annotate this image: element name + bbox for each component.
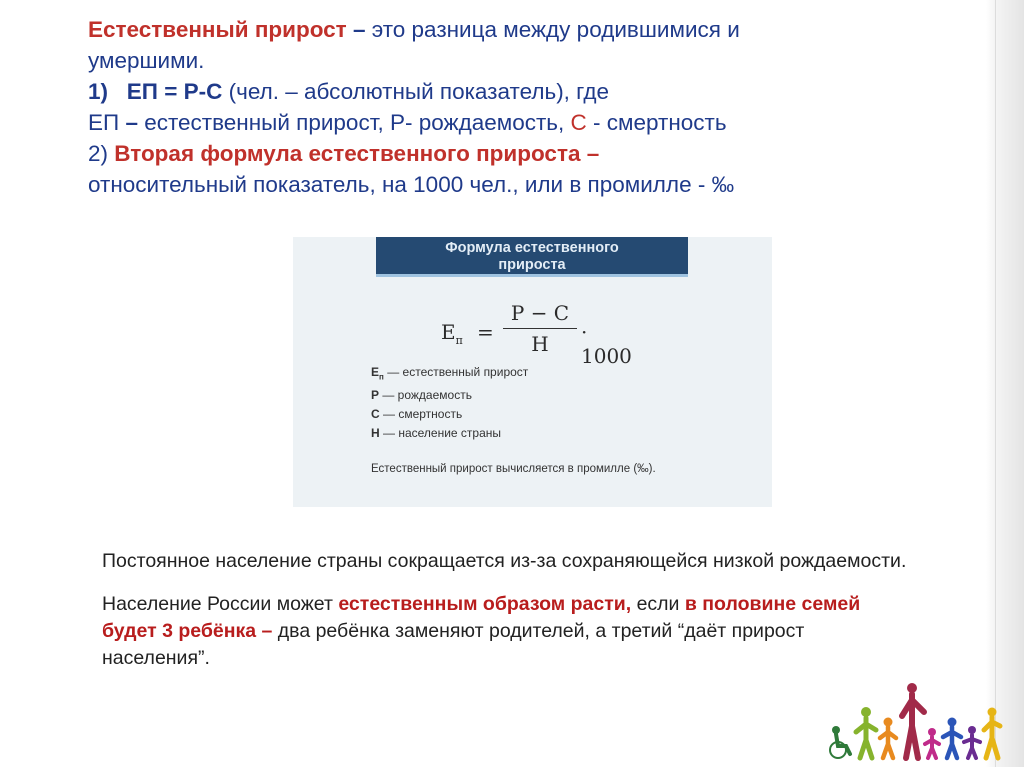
- legend-key: Р: [371, 388, 380, 403]
- paragraph-text: два ребёнка заменяют родителей, а третий “даёт прирост населения”.: [102, 620, 805, 669]
- legend-key-sub: п: [379, 372, 384, 382]
- formula-lhs-sub: п: [455, 334, 463, 347]
- highlight-natural-growth: естественным образом расти,: [338, 593, 632, 615]
- wheelchair-person-icon: [830, 726, 850, 758]
- dash: –: [119, 110, 138, 135]
- second-formula-title: Вторая формула естественного прироста –: [114, 141, 600, 166]
- legend-text: — рождаемость: [379, 388, 472, 403]
- legend-row: [371, 363, 528, 386]
- fraction-bar: [503, 328, 577, 329]
- permille-note: Естественный прирост вычисляется в промилле (‰).: [371, 463, 656, 475]
- card-title-line-1: Формула естественного: [445, 240, 619, 256]
- person-purple-icon: [964, 726, 980, 758]
- definition-line-2: [88, 45, 948, 76]
- legend-row: [371, 424, 528, 443]
- formula-line-2: [88, 138, 948, 169]
- growth-condition-paragraph: [102, 591, 912, 672]
- legend-text: — население страны: [379, 426, 502, 441]
- definition-text-part: умершими.: [88, 48, 205, 73]
- person-orange-icon: [880, 718, 896, 759]
- term-natural-growth: Естественный прирост: [88, 17, 347, 42]
- family-illustration: [822, 682, 1004, 762]
- population-decline-paragraph: Постоянное население страны сокращается из-за сохраняющейся низкой рождаемости.: [102, 550, 907, 572]
- person-blue-icon: [943, 718, 961, 759]
- relative-indicator-text: относительный показатель, на 1000 чел., или в промилле - ‰: [88, 172, 735, 197]
- person-maroon-icon: [902, 683, 924, 758]
- formula-image: [293, 237, 772, 507]
- formula-line-1: [88, 76, 948, 107]
- paragraph-text: если: [631, 593, 685, 615]
- formula-card-header: [376, 237, 688, 277]
- definition-line-1: [88, 14, 948, 45]
- formula-description: (чел. – абсолютный показатель), где: [222, 79, 610, 104]
- legend-row: [371, 405, 528, 424]
- list-number: 1): [88, 79, 115, 104]
- formula-equals: =: [477, 320, 494, 344]
- formula-numerator: Р − С: [510, 301, 570, 325]
- formula-multiplier: · 1000: [581, 320, 632, 368]
- legend-row: [371, 386, 528, 405]
- page-edge-strip: [995, 0, 1024, 767]
- legend-text: — смертность: [379, 407, 463, 422]
- legend-text: естественный прирост,: [137, 110, 384, 135]
- legend-text: - смертность: [586, 110, 727, 135]
- dash: –: [346, 17, 366, 42]
- absolute-formula: ЕП = Р-С: [126, 79, 223, 104]
- highlight-three-children: в половине семей будет 3 ребёнка –: [102, 593, 861, 642]
- formula-lhs: [441, 320, 463, 347]
- legend-ep: ЕП: [88, 110, 120, 135]
- legend-text: - рождаемость,: [405, 110, 565, 135]
- formula-legend-line: [88, 107, 948, 138]
- population-text: [102, 548, 912, 688]
- legend-key: С: [371, 407, 380, 422]
- person-green-icon: [856, 707, 876, 758]
- paragraph-text: Население России может: [102, 593, 339, 615]
- card-title-line-2: прироста: [498, 257, 566, 273]
- definition-text-part: это разница между родившимися и: [365, 17, 740, 42]
- person-magenta-icon: [925, 728, 939, 758]
- formula-lhs-letter: Е: [441, 320, 456, 344]
- person-yellow-icon: [984, 708, 1000, 759]
- formula-denominator: Н: [531, 332, 549, 356]
- definition-text: [88, 14, 948, 200]
- formula-legend: [371, 363, 528, 443]
- legend-text: — естественный прирост: [383, 365, 529, 379]
- legend-p: Р: [383, 110, 406, 135]
- legend-c: С: [564, 110, 587, 135]
- legend-key: Н: [371, 426, 380, 441]
- growth-formula: [441, 301, 641, 368]
- relative-indicator-line: [88, 169, 948, 200]
- list-number: 2): [88, 141, 115, 166]
- legend-key: Е: [371, 365, 380, 379]
